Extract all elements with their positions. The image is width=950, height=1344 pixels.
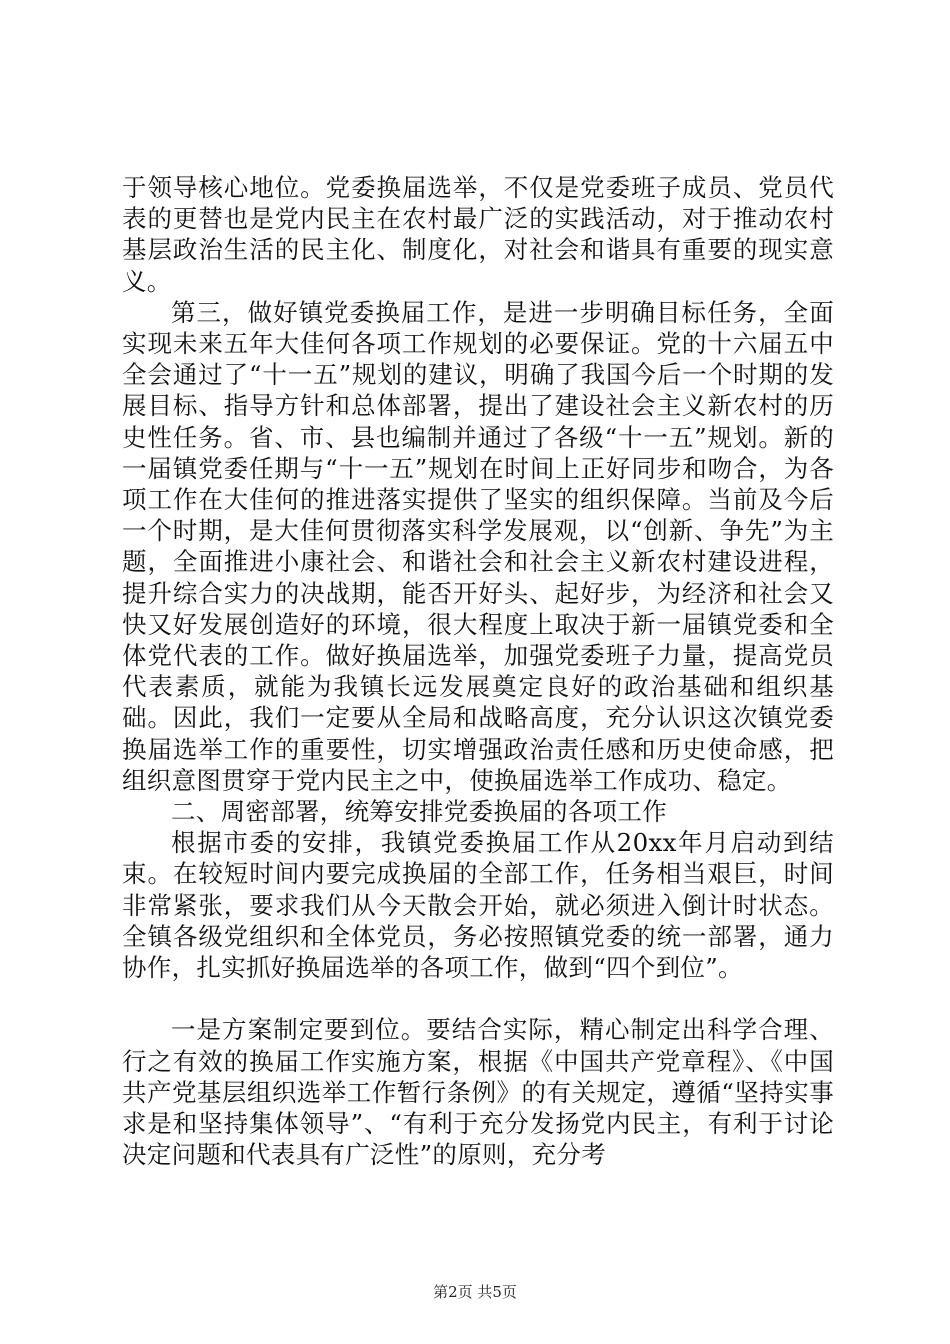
section-heading: 二、周密部署，统筹安排党委换届的各项工作 xyxy=(171,797,667,827)
document-body xyxy=(122,172,834,1170)
paragraph-4: 一是方案制定要到位。要结合实际，精心制定出科学合理、行之有效的换届工作实施方案，根据《中国共产党章程》、《中国共产党基层组织选举工作暂行条例》的有关规定，遵循“坚持实事求是和坚持集体领导”、“有利于充分发扬党内民主，有利于讨论决定问题和代表具有广泛性”的原则，充分考 xyxy=(122,1015,834,1170)
paragraph-3: 根据市委的安排，我镇党委换届工作从20xx年月启动到结束。在较短时间内要完成换届的全部工作，任务相当艰巨，时间非常紧张，要求我们从今天散会开始，就必须进入倒计时状态。全镇各级党组织和全体党员，务必按照镇党委的统一部署，通力协作，扎实抓好换届选举的各项工作，做到“四个到位”。 xyxy=(122,828,834,983)
paragraph-2: 第三，做好镇党委换届工作，是进一步明确目标任务，全面实现未来五年大佳何各项工作规划的必要保证。党的十六届五中全会通过了“十一五”规划的建议，明确了我国今后一个时期的发展目标、指导方针和总体部署，提出了建设社会主义新农村的历史性任务。省、市、县也编制并通过了各级“十一五”规划。新的一届镇党委任期与“十一五”规划在时间上正好同步和吻合，为各项工作在大佳何的推进落实提供了坚实的组织保障。当前及今后一个时期，是大佳何贯彻落实科学发展观，以“创新、争先”为主题，全面推进小康社会、和谐社会和社会主义新农村建设进程，提升综合实力的决战期，能否开好头、起好步，为经济和社会又快又好发展创造好的环境，很大程度上取决于新一届镇党委和全体党代表的工作。做好换届选举，加强党委班子力量，提高党员代表素质，就能为我镇长远发展奠定良好的政治基础和组织基础。因此，我们一定要从全局和战略高度，充分认识这次镇党委换届选举工作的重要性，切实增强政治责任感和历史使命感，把组织意图贯穿于党内民主之中，使换届选举工作成功、稳定。 xyxy=(122,297,834,795)
paragraph-1: 于领导核心地位。党委换届选举，不仅是党委班子成员、党员代表的更替也是党内民主在农村最广泛的实践活动，对于推动农村基层政治生活的民主化、制度化，对社会和谐具有重要的现实意义。 xyxy=(122,173,834,296)
page-number-footer: 第2页 共5页 xyxy=(433,1283,517,1301)
paragraph-spacer xyxy=(122,983,834,1014)
